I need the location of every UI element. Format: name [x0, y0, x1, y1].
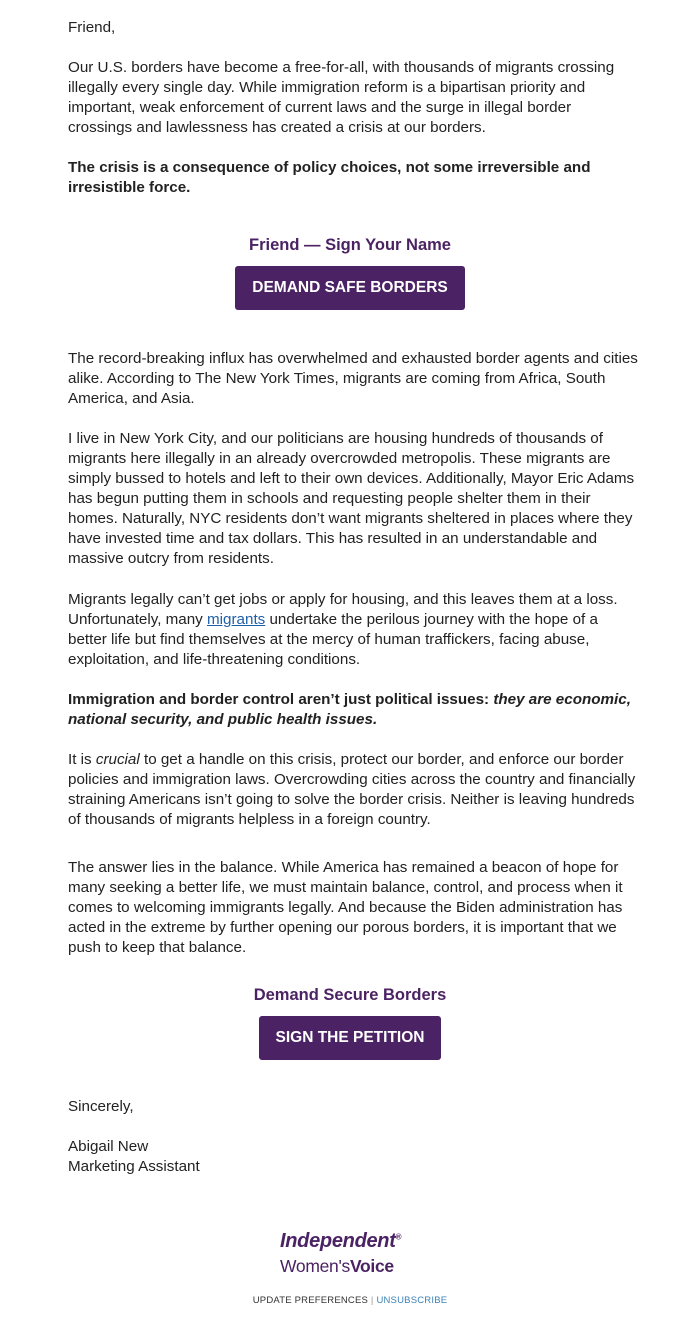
- independent-womens-voice-logo[interactable]: [280, 1230, 430, 1280]
- logo-womens: Women's: [280, 1256, 350, 1276]
- paragraph-border-control: [68, 690, 638, 730]
- border-control-bold-italic: they are economic, national security, and public health issues.: [68, 691, 631, 728]
- demand-safe-borders-button[interactable]: DEMAND SAFE BORDERS: [235, 266, 465, 310]
- logo-independent: Independent: [280, 1230, 396, 1252]
- unsubscribe-link[interactable]: UNSUBSCRIBE: [376, 1295, 448, 1306]
- update-preferences-link[interactable]: UPDATE PREFERENCES: [252, 1295, 369, 1306]
- paragraph-influx: The record-breaking influx has overwhelmed and exhausted border agents and cities alike. According to The New York Times, migrants are coming from Africa, South America, and Asia.: [68, 350, 638, 407]
- border-control-bold: Immigration and border control aren’t just political issues:: [68, 691, 494, 708]
- crucial-before: It is: [68, 751, 96, 768]
- paragraph-migrants-jobs-start: Migrants legally can’t get jobs or apply for housing, and this leaves them at a loss. Unfortunately, many: [68, 591, 618, 628]
- cta-heading-sign-name: Friend — Sign Your Name: [248, 236, 451, 254]
- logo-line-2: [280, 1256, 394, 1277]
- cta-heading-secure-borders: Demand Secure Borders: [253, 986, 447, 1004]
- greeting: Friend,: [68, 19, 116, 36]
- logo-registered-mark: ®: [395, 1232, 402, 1242]
- paragraph-migrants-jobs-end: undertake the perilous journey with the hope of a better life but find themselves at the mercy of human traffickers, facing abuse, exploitation, and life-threatening conditions.: [68, 611, 598, 668]
- sign-the-petition-button[interactable]: SIGN THE PETITION: [259, 1016, 441, 1060]
- paragraph-balance: The answer lies in the balance. While America has remained a beacon of hope for many seeking a better life, we must maintain balance, control, and process when it comes to welcoming immigrants legally. And because the Biden administration has acted in the extreme by further opening our porous borders, it is important that we push to keep that balance.: [68, 859, 623, 956]
- footer-separator: |: [370, 1295, 374, 1306]
- logo-voice: Voice: [349, 1256, 394, 1276]
- signoff: Sincerely,: [68, 1098, 134, 1115]
- crucial-after: to get a handle on this crisis, protect our border, and enforce our border policies and immigration laws. Overcrowding cities across the country and financially straining Americans isn’t going to solve the border crisis. Neither is leaving hundreds of thousands of migrants helpless in a foreign country.: [68, 751, 636, 828]
- logo-line-1: [280, 1230, 401, 1253]
- migrants-link[interactable]: migrants: [207, 611, 266, 628]
- crucial-italic: crucial: [95, 751, 140, 768]
- signer-name: Abigail New: [68, 1138, 149, 1155]
- signer-title: Marketing Assistant: [68, 1158, 200, 1175]
- footer-links: [0, 1295, 700, 1306]
- paragraph-crisis-bold: The crisis is a consequence of policy choices, not some irreversible and irresistible force.: [68, 159, 591, 196]
- paragraph-crucial: [68, 750, 638, 830]
- paragraph-intro: Our U.S. borders have become a free-for-all, with thousands of migrants crossing illegally every single day. While immigration reform is a bipartisan priority and important, weak enforcement of current laws and the surge in illegal border crossings and lawlessness has created a crisis at our borders.: [68, 59, 615, 136]
- paragraph-migrants-jobs: [68, 590, 638, 670]
- paragraph-nyc: I live in New York City, and our politicians are housing hundreds of thousands of migrants here illegally in an already overcrowded metropolis. These migrants are simply bussed to hotels and left to their own devices. Additionally, Mayor Eric Adams has begun putting them in schools and requesting people shelter them in their homes. Naturally, NYC residents don’t want migrants sheltered in places where they have invested time and tax dollars. This has resulted in an understandable and massive outcry from residents.: [68, 430, 635, 567]
